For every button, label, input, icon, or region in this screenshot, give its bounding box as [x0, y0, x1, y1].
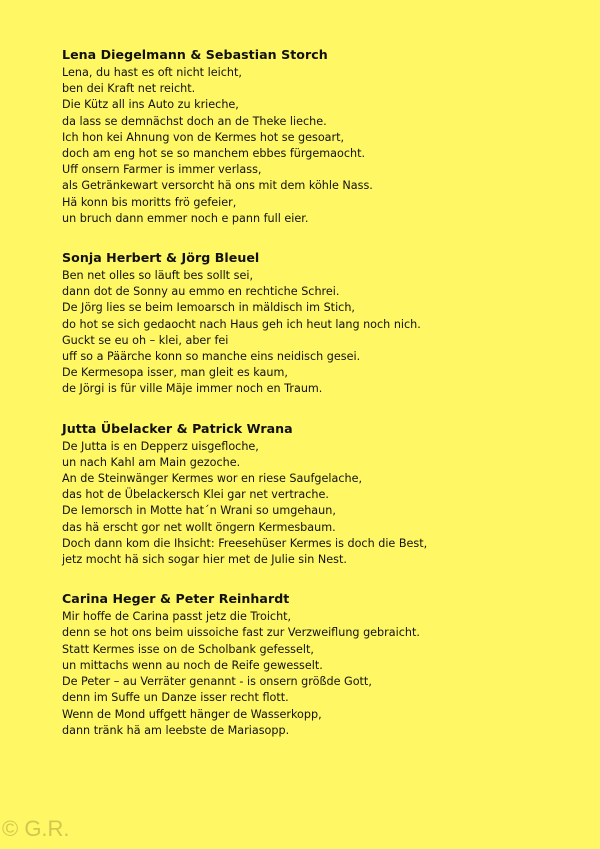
poem-line: do hot se sich gedaocht nach Haus geh ich heut lang noch nich.: [62, 317, 421, 331]
stanza-title: Carina Heger & Peter Reinhardt: [62, 591, 290, 607]
poem-line: dann dot de Sonny au emmo en rechtiche Schrei.: [62, 285, 340, 299]
poem-line: de Jörgi is für ville Mäje immer noch en Traum.: [62, 382, 323, 396]
stanza-lena-sebastian: [62, 46, 562, 227]
poem-line: uff so a Päärche konn so manche eins neidisch gesei.: [62, 350, 361, 364]
poem-line: denn im Suffe un Danze isser recht flott.: [62, 691, 289, 705]
poem-line: Lena, du hast es oft nicht leicht,: [62, 66, 242, 79]
poem-line: An de Steinwänger Kermes wor en riese Saufgelache,: [62, 472, 363, 486]
poem-line: De Peter – au Verräter genannt - is onsern größde Gott,: [62, 675, 372, 689]
stanza-carina-peter: [62, 590, 562, 739]
poem-line: ben dei Kraft net reicht.: [62, 82, 196, 96]
poem-line: denn se hot ons beim uissoiche fast zur Verzweiflung gebraicht.: [62, 626, 420, 640]
stanza-title: Sonja Herbert & Jörg Bleuel: [62, 250, 260, 266]
poem-line: Die Kütz all ins Auto zu krieche,: [62, 98, 239, 112]
poem-line: un mittachs wenn au noch de Reife gewesselt.: [62, 658, 323, 672]
stanza-title: Lena Diegelmann & Sebastian Storch: [62, 47, 328, 62]
poem-line: doch am eng hot se so manchem ebbes fürgemaocht.: [62, 147, 366, 161]
poem-line: als Getränkewart versorcht hä ons mit dem köhle Nass.: [62, 179, 373, 193]
stanza-title: Jutta Übelacker & Patrick Wrana: [62, 420, 293, 436]
poem-line: un nach Kahl am Main gezoche.: [62, 455, 241, 469]
poem-line: De Kermesopa isser, man gleit es kaum,: [62, 366, 288, 380]
poem-line: das hä erscht gor net wollt öngern Kermesbaum.: [62, 520, 336, 534]
poem-line: Guckt se eu oh – klei, aber fei: [62, 333, 229, 347]
poem-line: Ben net olles so läuft bes sollt sei,: [62, 269, 253, 283]
poem-line: De Jörg lies se beim Iemoarsch in mäldisch im Stich,: [62, 301, 355, 315]
poem-content: [62, 46, 562, 761]
copyright-watermark: © G.R.: [2, 816, 70, 841]
poem-line: Statt Kermes isse on de Scholbank gefesselt,: [62, 642, 314, 656]
poem-line: Ich hon kei Ahnung von de Kermes hot se gesoart,: [62, 130, 345, 144]
poem-line: Hä konn bis moritts frö gefeier,: [62, 195, 237, 209]
poem-line: un bruch dann emmer noch e pann full eier.: [62, 211, 309, 225]
poem-line: De Jutta is en Depperz uisgefloche,: [62, 439, 259, 453]
poem-line: dann tränk hä am leebste de Mariasopp.: [62, 723, 290, 737]
poem-line: De Iemorsch in Motte hat´n Wrani so umgehaun,: [62, 504, 336, 518]
poem-line: Wenn de Mond uffgett hänger de Wasserkopp,: [62, 707, 322, 721]
poem-line: Mir hoffe de Carina passt jetz die Troicht,: [62, 610, 292, 624]
poem-line: da lass se demnächst doch an de Theke lieche.: [62, 114, 327, 128]
poem-line: jetz mocht hä sich sogar hier met de Julie sin Nest.: [62, 553, 347, 567]
stanza-sonja-joerg: [62, 249, 562, 398]
poem-line: Uff onsern Farmer is immer verlass,: [62, 163, 262, 177]
poem-line: das hot de Übelackersch Klei gar net vertrache.: [62, 488, 329, 502]
stanza-jutta-patrick: [62, 420, 562, 569]
poem-line: Doch dann kom die Ihsicht: Freesehüser Kermes is doch die Best,: [62, 536, 428, 550]
